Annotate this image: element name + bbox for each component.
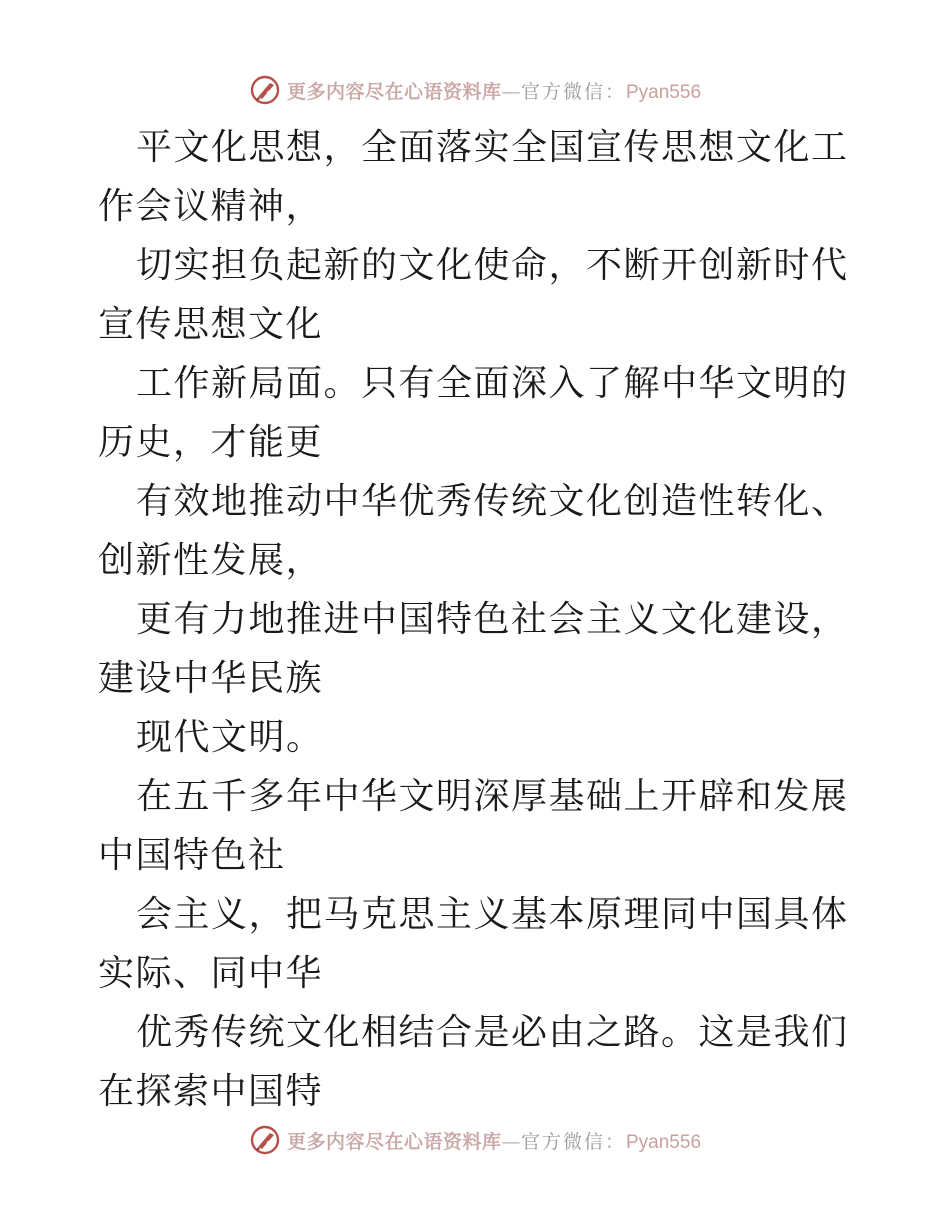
- banner-wechat-id: Pyan556: [626, 81, 702, 103]
- banner-dash: —: [501, 80, 521, 103]
- paragraph: 工作新局面。只有全面深入了解中华文明的历史，才能更: [98, 363, 849, 463]
- footer-banner: [0, 1120, 950, 1160]
- banner-wechat-label: 官方微信：: [520, 1130, 626, 1153]
- banner-text: [287, 1127, 701, 1154]
- paragraph: 有效地推动中华优秀传统文化创造性转化、创新性发展，: [98, 481, 849, 581]
- banner-title: 更多内容尽在心语资料库: [286, 80, 502, 103]
- banner-title: 更多内容尽在心语资料库: [286, 1130, 502, 1153]
- paragraph: 在五千多年中华文明深厚基础上开辟和发展中国特色社: [98, 776, 849, 876]
- paragraph: 现代文明。: [136, 717, 324, 758]
- banner-wechat-label: 官方微信：: [520, 80, 626, 103]
- paragraph: 会主义，把马克思主义基本原理同中国具体实际、同中华: [98, 894, 849, 994]
- paragraph: 平文化思想，全面落实全国宣传思想文化工作会议精神，: [98, 127, 849, 227]
- document-body: [98, 118, 858, 1121]
- header-banner: [0, 70, 950, 110]
- banner-wechat-id: Pyan556: [626, 1131, 702, 1153]
- paragraph: 切实担负起新的文化使命，不断开创新时代宣传思想文化: [98, 245, 849, 345]
- pen-logo-icon: [249, 1124, 281, 1156]
- banner-dash: —: [501, 1130, 521, 1153]
- paragraph: 更有力地推进中国特色社会主义文化建设，建设中华民族: [98, 599, 849, 699]
- pen-logo-icon: [249, 74, 281, 106]
- banner-text: [287, 77, 701, 104]
- paragraph: 优秀传统文化相结合是必由之路。这是我们在探索中国特: [98, 1012, 849, 1112]
